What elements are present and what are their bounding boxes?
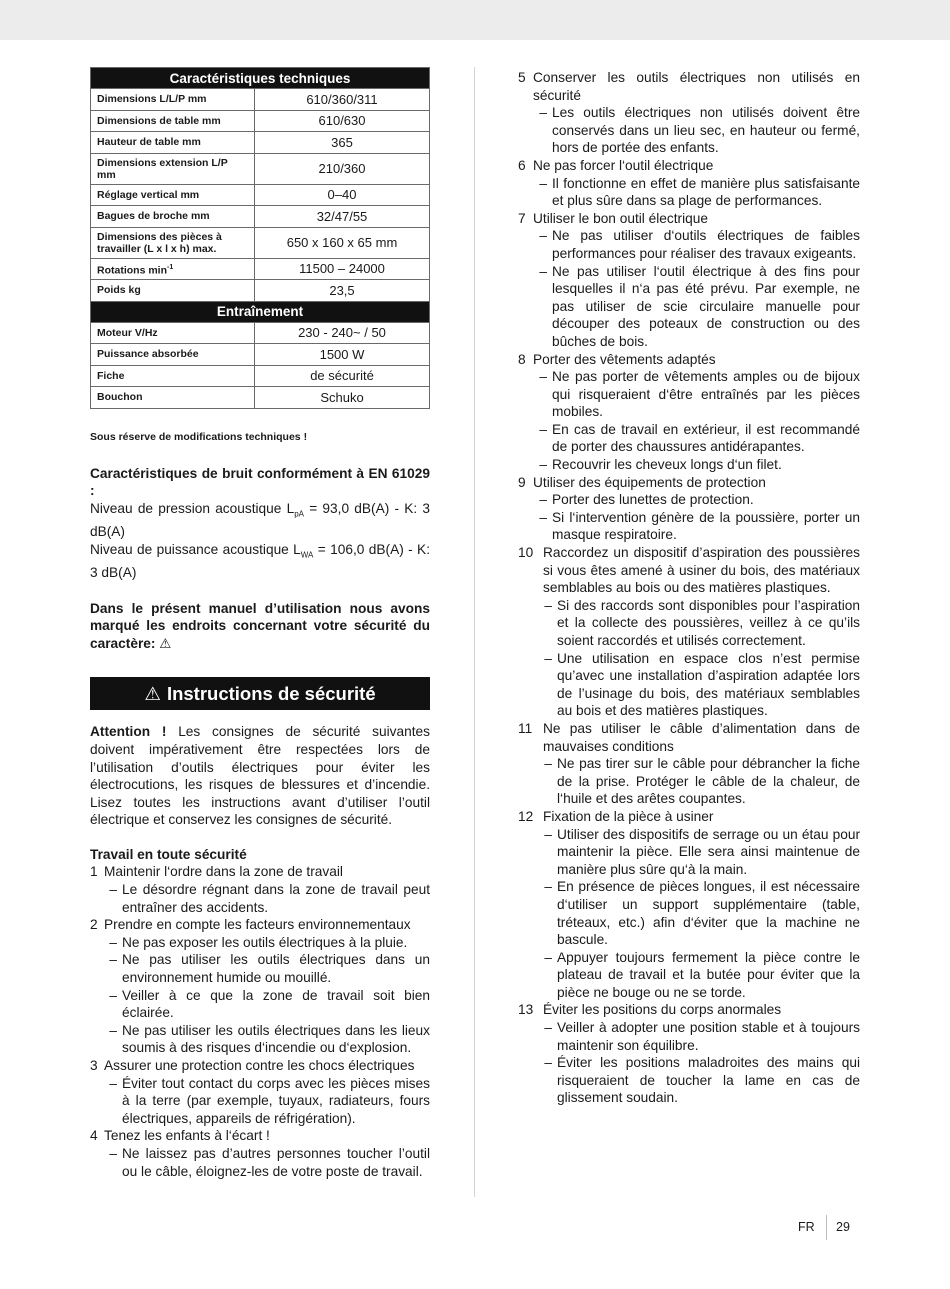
dash-bullet-icon: – (544, 1020, 552, 1036)
spec-value: 610/360/311 (255, 89, 430, 111)
spec-value: 365 (255, 132, 430, 154)
spec-label: Dimensions de table mm (91, 110, 255, 132)
spec-row (91, 132, 430, 154)
instruction-number: 11 (518, 720, 533, 736)
dash-bullet-icon: – (544, 879, 552, 895)
dash-bullet-icon: – (539, 369, 547, 385)
spec-label: Poids kg (91, 280, 255, 302)
spec-label: Moteur V/Hz (91, 322, 255, 344)
instruction-number: 2 (90, 917, 98, 933)
spec-table-header-cell: Entraînement (91, 301, 430, 322)
spec-value: 1500 W (255, 344, 430, 366)
bullet-text: Les outils électriques non utilisés doivent être conservés dans un lieu sec, en hauteur ou fermé, hors de portée des enfants. (552, 105, 860, 156)
spec-row (91, 387, 430, 409)
bullet-text: En cas de travail en extérieur, il est recommandé de porter des chaussures antidérapantes. (552, 421, 860, 455)
spec-row (91, 322, 430, 344)
bullet-text: Si l‘intervention génère de la poussière, porter un masque respiratoire. (552, 509, 860, 543)
dash-bullet-icon: – (539, 105, 547, 121)
dash-bullet-icon: – (544, 650, 552, 666)
dash-bullet-icon: – (544, 826, 552, 842)
noise-title: Caractéristiques de bruit conformément à EN 61029 : (90, 465, 430, 499)
spec-value: 32/47/55 (255, 206, 430, 228)
footer-language: FR (798, 1220, 815, 1234)
instruction-number: 4 (90, 1128, 98, 1144)
instruction-item (518, 351, 860, 369)
spec-label: Hauteur de table mm (91, 132, 255, 154)
spec-row (91, 206, 430, 228)
spec-label: Fiche (91, 365, 255, 387)
spec-value: 23,5 (255, 280, 430, 302)
dash-bullet-icon: – (109, 1145, 117, 1161)
spec-table-header (91, 68, 430, 89)
spec-value: 650 x 160 x 65 mm (255, 227, 430, 258)
instruction-item (518, 808, 860, 826)
instruction-title: Éviter les positions du corps anormales (543, 1002, 782, 1018)
spec-row (91, 89, 430, 111)
attention-paragraph: Attention ! Les consignes de sécurité suivantes doivent impérativement être respectées lors de l’utilisation d’outils électriques pour éviter les électrocutions, les risques de blessures et d’incendie. Lisez toutes les instructions avant d’utiliser l’outil électrique et conservez les consignes de sécurité. (90, 724, 430, 828)
bullet-text: Utiliser des dispositifs de serrage ou un étau pour maintenir la pièce. Elle sera ainsi maintenue de manière plus sûre qu‘à la main. (557, 826, 860, 877)
instruction-bullet (90, 881, 430, 916)
instruction-number: 1 (90, 864, 98, 880)
dash-bullet-icon: – (539, 509, 547, 525)
bullet-text: Éviter les positions maladroites des mains qui risqueraient de toucher la lame en cas de glissement soudain. (557, 1055, 860, 1106)
instruction-bullet (518, 509, 860, 544)
instruction-number: 9 (518, 474, 526, 490)
instruction-bullet (90, 934, 430, 952)
instruction-bullet (518, 263, 860, 351)
spec-value: 210/360 (255, 153, 430, 184)
dash-bullet-icon: – (544, 1055, 552, 1071)
instruction-title: Utiliser le bon outil électrique (533, 210, 708, 226)
instruction-item (518, 69, 860, 104)
spec-row (91, 365, 430, 387)
spec-table-header (91, 301, 430, 322)
dash-bullet-icon: – (539, 421, 547, 437)
instruction-number: 3 (90, 1058, 98, 1073)
page-number: 29 (836, 1220, 850, 1234)
instruction-item (518, 1001, 860, 1019)
instruction-title: Fixation de la pièce à usiner (543, 808, 714, 824)
dash-bullet-icon: – (539, 263, 547, 279)
work-safe-title: Travail en toute sécurité (90, 846, 247, 862)
dash-bullet-icon: – (539, 175, 547, 191)
instruction-bullet (518, 491, 860, 509)
dash-bullet-icon: – (109, 934, 117, 950)
instruction-bullet (518, 227, 860, 262)
safety-banner (90, 677, 430, 710)
instruction-bullet (90, 987, 430, 1022)
bullet-text: Ne pas tirer sur le câble pour débrancher la fiche de la prise. Protéger le câble de la chaleur, de l‘huile et des arêtes coupantes. (557, 756, 860, 807)
instruction-bullet (518, 949, 860, 1002)
spec-table (90, 67, 430, 409)
instruction-title: Prendre en compte les facteurs environnementaux (104, 917, 411, 933)
bullet-text: Recouvrir les cheveux longs d‘un filet. (552, 457, 782, 473)
bullet-text: Ne laissez pas d’autres personnes toucher l’outil ou le câble, éloignez-les de votre poste de travail. (122, 1145, 430, 1179)
spec-label: Dimensions extension L/P mm (91, 153, 255, 184)
safety-banner-title: Instructions de sécurité (166, 682, 376, 704)
dash-bullet-icon: – (539, 457, 547, 473)
dash-bullet-icon: – (539, 492, 547, 508)
instruction-bullet (90, 1075, 430, 1128)
instruction-title: Utiliser des équipements de protection (533, 474, 766, 490)
instruction-number: 13 (518, 1002, 534, 1018)
reserve-note: Sous réserve de modifications techniques ! (90, 430, 308, 443)
spec-row (91, 344, 430, 366)
bullet-text: Une utilisation en espace clos n’est permise qu’avec une installation d’aspiration adaptée lors de l’usinage du bois, des matériaux semblables au bois et des matières plastiques. (557, 650, 860, 719)
instruction-bullet (518, 104, 860, 157)
instruction-bullet (518, 755, 860, 808)
instruction-bullet (90, 951, 430, 986)
spec-value: 0–40 (255, 184, 430, 206)
bullet-text: Ne pas utiliser les outils électriques dans les lieux soumis à des risques d‘incendie ou d‘explosion. (122, 1022, 430, 1056)
instruction-title: Ne pas utiliser le câble d’alimentation dans de mauvaises conditions (543, 720, 860, 754)
dash-bullet-icon: – (539, 228, 547, 244)
spec-label: Bagues de broche mm (91, 206, 255, 228)
left-column (90, 67, 430, 1180)
noise-power: Niveau de puissance acoustique $L_{WA} = 106,0$ dB(A) - K: 3 dB(A) (90, 541, 430, 580)
instruction-title: Maintenir l‘ordre dans la zone de travail (104, 864, 343, 880)
right-column (518, 69, 860, 1107)
spec-row (91, 153, 430, 184)
spec-value: de sécurité (255, 365, 430, 387)
spec-label: Dimensions L/L/P mm (91, 89, 255, 111)
instruction-bullet (518, 878, 860, 948)
warning-icon: ⚠ (159, 635, 172, 651)
instruction-item (518, 157, 860, 175)
spec-label: Rotations $\min^{-1}$ (91, 258, 255, 280)
instruction-bullet (90, 1022, 430, 1057)
instruction-bullet (518, 1019, 860, 1054)
instruction-title: Ne pas forcer l‘outil électrique (533, 157, 714, 173)
bullet-text: Le désordre régnant dans la zone de travail peut entraîner des accidents. (122, 882, 430, 915)
instruction-bullet (518, 1054, 860, 1107)
spec-value: 11500 – 24000 (255, 258, 430, 280)
instruction-bullet (518, 456, 860, 474)
dash-bullet-icon: – (109, 952, 117, 968)
spec-label: Bouchon (91, 387, 255, 409)
bullet-text: Éviter tout contact du corps avec les pièces mises à la terre (par exemple, tuyaux, radiateurs, fours électriques, appareils de réfrigération). (122, 1075, 430, 1126)
instruction-number: 8 (518, 351, 526, 367)
dash-bullet-icon: – (109, 987, 117, 1003)
bullet-text: Veiller à adopter une position stable et à toujours maintenir son équilibre. (557, 1020, 860, 1053)
dash-bullet-icon: – (109, 882, 117, 898)
dash-bullet-icon: – (544, 949, 552, 965)
instruction-item (518, 474, 860, 492)
manual-note: Dans le présent manuel d’utilisation nous avons marqué les endroits concernant votre sécurité du caractère: ⚠ (90, 600, 430, 651)
instruction-bullet (90, 1145, 430, 1180)
right-instruction-list (518, 69, 860, 1107)
dash-bullet-icon: – (109, 1022, 117, 1038)
spec-row (91, 184, 430, 206)
bullet-text: Il fonctionne en effet de manière plus satisfaisante et plus sûre dans sa plage de performances. (552, 175, 860, 209)
bullet-text: Appuyer toujours fermement la pièce contre le plateau de travail et la butée pour éviter que la pièce ne bouge ou ne se torde. (557, 949, 860, 1000)
instruction-bullet (518, 650, 860, 720)
spec-row (91, 110, 430, 132)
instruction-bullet (518, 826, 860, 879)
instruction-title: Tenez les enfants à l‘écart ! (104, 1128, 270, 1144)
spec-table-header-cell: Caractéristiques techniques (91, 68, 430, 89)
instruction-title: Porter des vêtements adaptés (533, 351, 716, 367)
instruction-bullet (518, 368, 860, 421)
instruction-item (518, 544, 860, 597)
spec-row (91, 227, 430, 258)
instruction-number: 10 (518, 545, 534, 561)
spec-label: Réglage vertical mm (91, 184, 255, 206)
top-band (0, 0, 950, 40)
instruction-title: Raccordez un dispositif d’aspiration des poussières si vous êtes amené à usiner du bois, des matériaux semblables au bois ou des matières plastiques. (543, 545, 860, 596)
instruction-item (90, 863, 430, 881)
instruction-bullet (518, 597, 860, 650)
bullet-text: Ne pas utiliser d‘outils électriques de faibles performances pour réaliser des travaux exigeants. (552, 228, 860, 261)
instruction-number: 5 (518, 70, 526, 85)
instruction-number: 7 (518, 210, 526, 226)
dash-bullet-icon: – (544, 597, 552, 613)
bullet-text: Ne pas utiliser l‘outil électrique à des fins pour lesquelles il n‘a pas été prévu. Par exemple, ne pas utiliser de scie circulaire manuelle pour découper des poteaux de construction ou des bûches de bois. (552, 263, 860, 349)
instruction-item (90, 916, 430, 934)
bullet-text: Porter des lunettes de protection. (552, 492, 754, 508)
instruction-title: Conserver les outils électriques non utilisés en sécurité (533, 70, 860, 103)
footer-divider (826, 1215, 827, 1240)
instruction-bullet (518, 175, 860, 210)
instruction-item (90, 1127, 430, 1145)
instruction-number: 12 (518, 808, 534, 824)
spec-row (91, 258, 430, 280)
spec-label: Dimensions des pièces à travailler (L x l x h) max. (91, 227, 255, 258)
instruction-item (518, 720, 860, 755)
dash-bullet-icon: – (109, 1075, 117, 1091)
bullet-text: Ne pas utiliser les outils électriques dans un environnement humide ou mouillé. (122, 952, 430, 986)
bullet-text: Ne pas exposer les outils électriques à la pluie. (122, 934, 408, 950)
instruction-item (518, 210, 860, 228)
noise-section (90, 465, 430, 582)
dash-bullet-icon: – (544, 756, 552, 772)
warning-icon: ⚠ (144, 682, 161, 704)
spec-row (91, 280, 430, 302)
bullet-text: Ne pas porter de vêtements amples ou de bijoux qui risqueraient d‘être entraînés par les pièces mobiles. (552, 369, 860, 420)
spec-value: Schuko (255, 387, 430, 409)
spec-value: 230 - 240~ / 50 (255, 322, 430, 344)
column-divider (474, 67, 475, 1197)
instruction-item (90, 1057, 430, 1075)
bullet-text: Veiller à ce que la zone de travail soit bien éclairée. (122, 987, 430, 1021)
instruction-number: 6 (518, 157, 526, 173)
left-instruction-list (90, 863, 430, 1180)
instruction-bullet (518, 421, 860, 456)
bullet-text: En présence de pièces longues, il est nécessaire d‘utiliser un support supplémentaire (table, tréteaux, etc.) afin d‘éviter que la machine ne bascule. (557, 879, 860, 948)
instruction-title: Assurer une protection contre les chocs électriques (104, 1058, 415, 1073)
spec-value: 610/630 (255, 110, 430, 132)
noise-pressure: Niveau de pression acoustique $L_{pA} = 93,0$ dB(A) - K: 3 dB(A) (90, 500, 430, 540)
bullet-text: Si des raccords sont disponibles pour l’aspiration et la collecte des poussières, veillez à ce qu’ils soient raccordés et utilisés correctement. (557, 597, 860, 648)
spec-label: Puissance absorbée (91, 344, 255, 366)
